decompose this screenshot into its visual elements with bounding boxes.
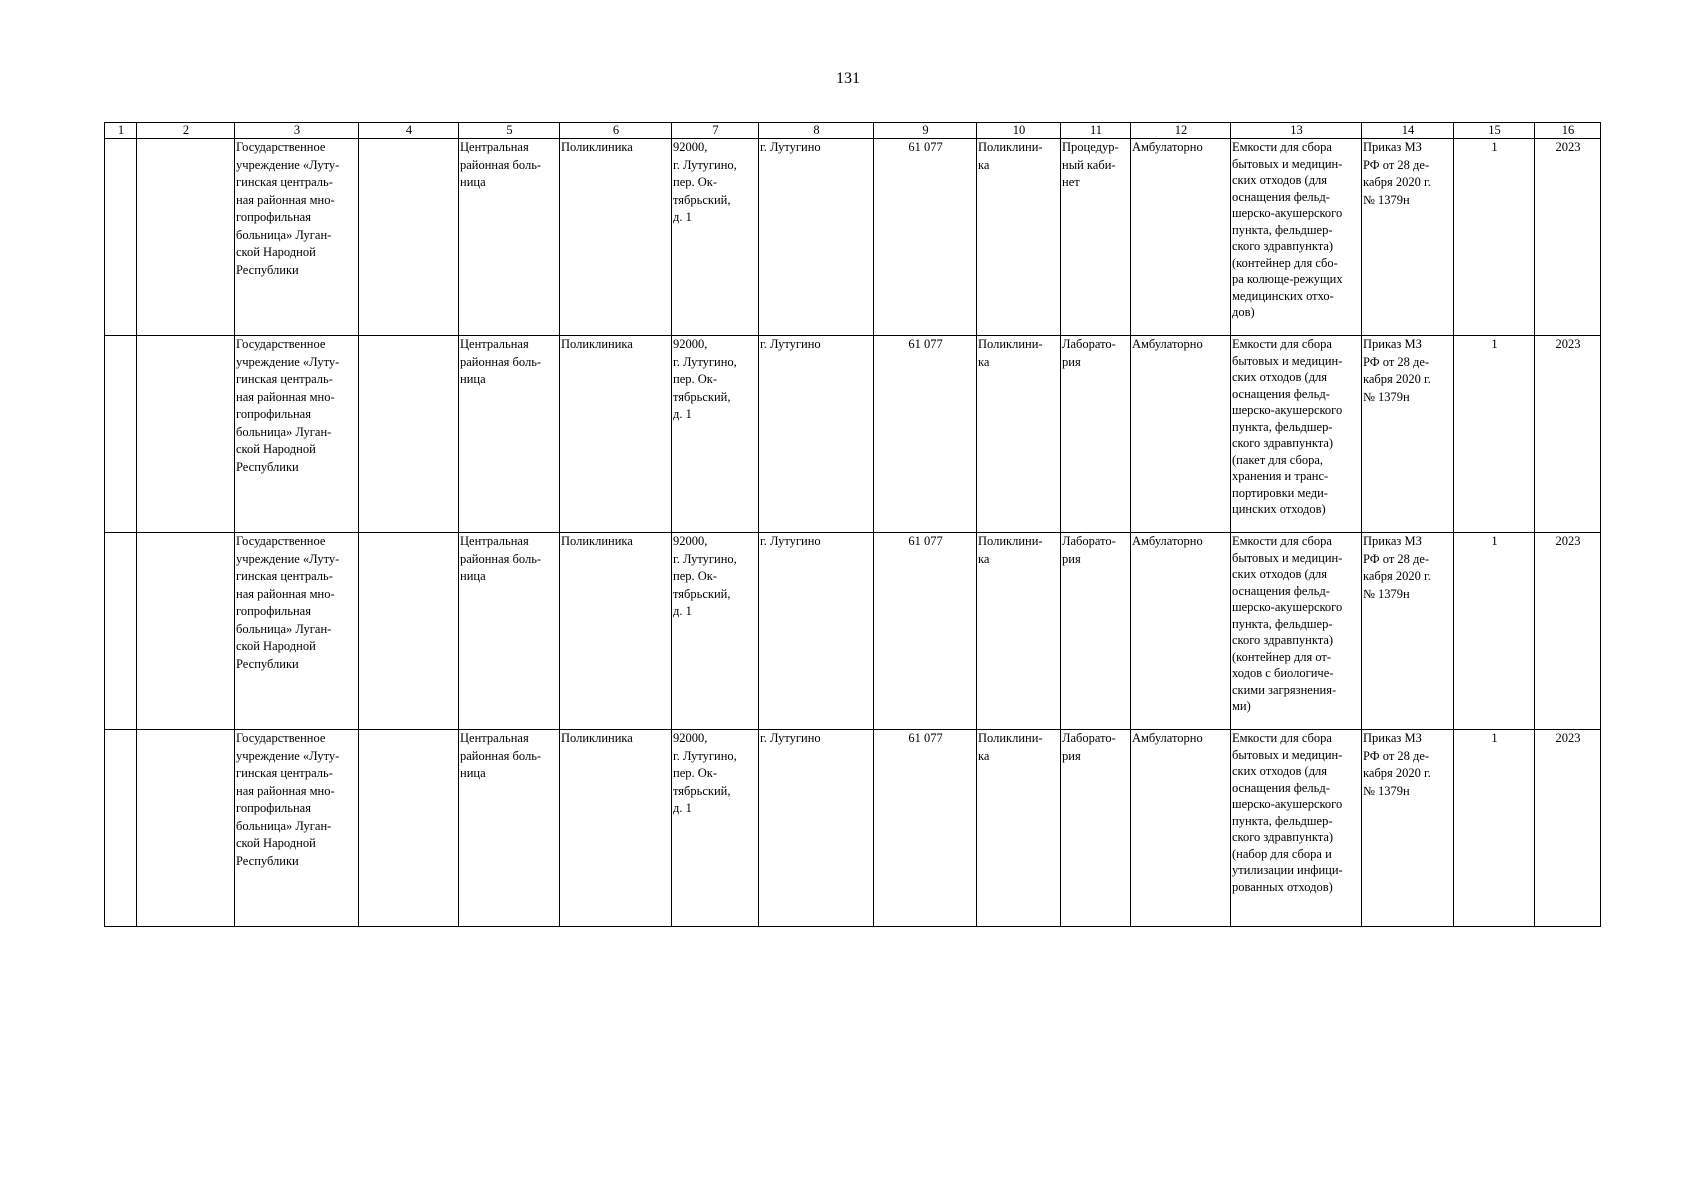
cell-year: 2023 (1535, 139, 1601, 336)
cell-unit: Поликлиника (560, 730, 672, 927)
column-header: 10 (977, 123, 1061, 139)
cell-department: Поликлини- ка (977, 533, 1061, 730)
column-header: 11 (1061, 123, 1131, 139)
table-row (105, 139, 1601, 336)
cell-population: 61 077 (874, 730, 977, 927)
column-header: 2 (137, 123, 235, 139)
column-header: 4 (359, 123, 459, 139)
cell-quantity: 1 (1454, 533, 1535, 730)
cell-department: Поликлини- ка (977, 336, 1061, 533)
cell-quantity: 1 (1454, 139, 1535, 336)
cell-regulation: Приказ МЗ РФ от 28 де- кабря 2020 г. № 1379н (1362, 533, 1454, 730)
cell-department: Поликлини- ка (977, 139, 1061, 336)
cell-address: 92000, г. Лутугино, пер. Ок- тябрьский, д. 1 (672, 336, 759, 533)
cell-department: Поликлини- ка (977, 730, 1061, 927)
cell-year: 2023 (1535, 336, 1601, 533)
column-header: 16 (1535, 123, 1601, 139)
cell-address: 92000, г. Лутугино, пер. Ок- тябрьский, д. 1 (672, 533, 759, 730)
cell-room: Лаборато- рия (1061, 730, 1131, 927)
register-table (104, 122, 1601, 927)
column-header: 6 (560, 123, 672, 139)
cell-city: г. Лутугино (759, 533, 874, 730)
column-header: 8 (759, 123, 874, 139)
cell-org-type: Центральная районная боль- ница (459, 336, 560, 533)
cell-population: 61 077 (874, 533, 977, 730)
cell-address: 92000, г. Лутугино, пер. Ок- тябрьский, д. 1 (672, 730, 759, 927)
cell-col-4 (359, 139, 459, 336)
cell-regulation: Приказ МЗ РФ от 28 де- кабря 2020 г. № 1379н (1362, 730, 1454, 927)
cell-col-2 (137, 533, 235, 730)
cell-org-type: Центральная районная боль- ница (459, 533, 560, 730)
column-header: 13 (1231, 123, 1362, 139)
cell-regulation: Приказ МЗ РФ от 28 де- кабря 2020 г. № 1379н (1362, 336, 1454, 533)
cell-care-mode: Амбулаторно (1131, 139, 1231, 336)
column-header: 12 (1131, 123, 1231, 139)
cell-col-2 (137, 139, 235, 336)
cell-org-type: Центральная районная боль- ница (459, 730, 560, 927)
cell-col-2 (137, 730, 235, 927)
cell-population: 61 077 (874, 139, 977, 336)
cell-quantity: 1 (1454, 336, 1535, 533)
cell-room: Лаборато- рия (1061, 336, 1131, 533)
cell-unit: Поликлиника (560, 139, 672, 336)
page-number: 131 (836, 70, 860, 87)
cell-institution: Государственное учреждение «Луту- гинская централь- ная районная мно- гопрофильная больница» Луган- ской Народной Республики (235, 533, 359, 730)
cell-care-mode: Амбулаторно (1131, 336, 1231, 533)
cell-city: г. Лутугино (759, 139, 874, 336)
cell-institution: Государственное учреждение «Луту- гинская централь- ная районная мно- гопрофильная больница» Луган- ской Народной Республики (235, 336, 359, 533)
cell-col-4 (359, 730, 459, 927)
column-header: 1 (105, 123, 137, 139)
cell-city: г. Лутугино (759, 730, 874, 927)
cell-year: 2023 (1535, 533, 1601, 730)
table-row (105, 730, 1601, 927)
cell-address: 92000, г. Лутугино, пер. Ок- тябрьский, д. 1 (672, 139, 759, 336)
cell-room: Процедур- ный каби- нет (1061, 139, 1131, 336)
cell-col-4 (359, 533, 459, 730)
cell-population: 61 077 (874, 336, 977, 533)
cell-col-4 (359, 336, 459, 533)
cell-equipment: Емкости для сбора бытовых и медицин- ских отходов (для оснащения фельд- шерско-акушерского пункта, фельдшер- ского здравпункта) (контейнер для сбо- ра колюще-режущих медицинских отхо- дов) (1231, 139, 1362, 336)
cell-col-1 (105, 730, 137, 927)
cell-year: 2023 (1535, 730, 1601, 927)
cell-institution: Государственное учреждение «Луту- гинская централь- ная районная мно- гопрофильная больница» Луган- ской Народной Республики (235, 730, 359, 927)
cell-col-1 (105, 336, 137, 533)
column-header: 3 (235, 123, 359, 139)
table-row (105, 533, 1601, 730)
cell-equipment: Емкости для сбора бытовых и медицин- ских отходов (для оснащения фельд- шерско-акушерского пункта, фельдшер- ского здравпункта) (пакет для сбора, хранения и транс- портировки меди- цинских отходов) (1231, 336, 1362, 533)
cell-care-mode: Амбулаторно (1131, 730, 1231, 927)
column-header: 7 (672, 123, 759, 139)
cell-institution: Государственное учреждение «Луту- гинская централь- ная районная мно- гопрофильная больница» Луган- ской Народной Республики (235, 139, 359, 336)
cell-col-2 (137, 336, 235, 533)
cell-col-1 (105, 139, 137, 336)
cell-equipment: Емкости для сбора бытовых и медицин- ских отходов (для оснащения фельд- шерско-акушерского пункта, фельдшер- ского здравпункта) (набор для сбора и утилизации инфици- рованных отходов) (1231, 730, 1362, 927)
cell-room: Лаборато- рия (1061, 533, 1131, 730)
cell-regulation: Приказ МЗ РФ от 28 де- кабря 2020 г. № 1379н (1362, 139, 1454, 336)
cell-org-type: Центральная районная боль- ница (459, 139, 560, 336)
cell-equipment: Емкости для сбора бытовых и медицин- ских отходов (для оснащения фельд- шерско-акушерского пункта, фельдшер- ского здравпункта) (контейнер для от- ходов с биологиче- скими загрязнения- ми) (1231, 533, 1362, 730)
cell-city: г. Лутугино (759, 336, 874, 533)
cell-care-mode: Амбулаторно (1131, 533, 1231, 730)
cell-unit: Поликлиника (560, 533, 672, 730)
table-row (105, 336, 1601, 533)
column-header: 15 (1454, 123, 1535, 139)
cell-col-1 (105, 533, 137, 730)
column-header: 9 (874, 123, 977, 139)
header-row (105, 123, 1601, 139)
column-header: 5 (459, 123, 560, 139)
cell-quantity: 1 (1454, 730, 1535, 927)
cell-unit: Поликлиника (560, 336, 672, 533)
column-header: 14 (1362, 123, 1454, 139)
